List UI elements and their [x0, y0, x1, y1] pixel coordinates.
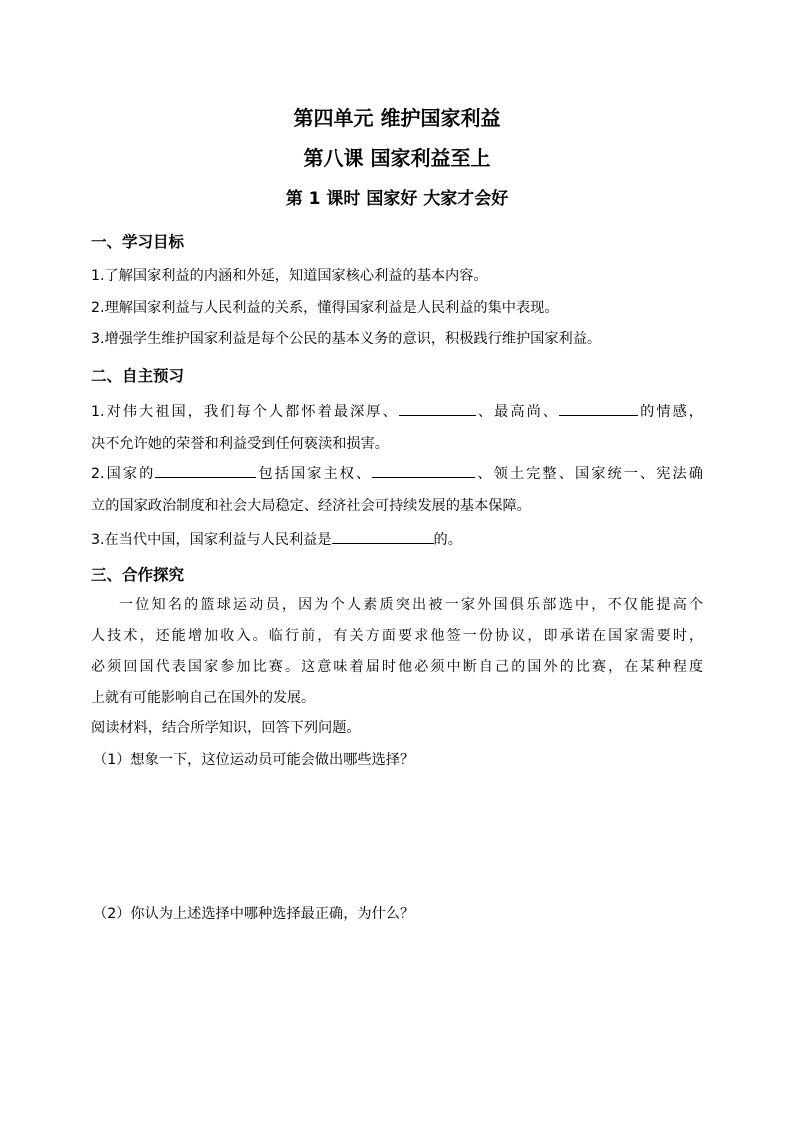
q1-blank-1[interactable] [399, 400, 476, 416]
q3-text-b: 的。 [433, 532, 462, 548]
q1-text-c: 的情感， [638, 404, 703, 420]
material-line: 一位知名的篮球运动员，因为个人素质突出被一家外国俱乐部选中，不仅能提高个 [119, 597, 703, 613]
q2-text-a: 2.国家的 [91, 466, 156, 482]
discussion-question-2: （2）你认为上述选择中哪种选择最正确，为什么？ [93, 906, 415, 922]
preview-question-3 [91, 528, 703, 550]
section1-heading: 一、学习目标 [91, 233, 185, 251]
section3-heading: 三、合作探究 [91, 566, 185, 584]
q2-blank-2[interactable] [372, 462, 475, 478]
preview-question-1-line2: 决不允许她的荣誉和利益受到任何亵渎和损害。 [91, 436, 389, 452]
objective-1: 1.了解国家利益的内涵和外延，知道国家核心利益的基本内容。 [91, 268, 488, 284]
section2-heading: 二、自主预习 [91, 367, 185, 385]
discussion-question-1: （1）想象一下，这位运动员可能会做出哪些选择？ [93, 752, 415, 768]
material-line: 必须回国代表国家参加比赛。这意味着届时他必须中断自己的国外的比赛，在某种程度 [91, 659, 703, 675]
case-material [91, 590, 703, 714]
period-title: 第 1 课时 国家好 大家才会好 [285, 189, 509, 209]
q1-text-b: 、最高尚、 [475, 404, 560, 420]
lesson-title: 第八课 国家利益至上 [303, 146, 491, 170]
preview-question-2-line2: 立的国家政治制度和社会大局稳定、经济社会可持续发展的基本保障。 [91, 498, 531, 514]
preview-question-1-line1 [91, 396, 703, 428]
q3-text-a: 3.在当代中国，国家利益与人民利益是 [91, 532, 332, 548]
q2-blank-1[interactable] [155, 462, 256, 478]
unit-title: 第四单元 维护国家利益 [293, 106, 501, 130]
q1-text-a: 1.对伟大祖国，我们每个人都怀着最深厚、 [91, 404, 399, 420]
q1-blank-2[interactable] [559, 400, 638, 416]
objective-3: 3.增强学生维护国家利益是每个公民的基本义务的意识，积极践行维护国家利益。 [91, 331, 602, 347]
preview-question-2-line1 [91, 458, 703, 490]
reading-instruction: 阅读材料，结合所学知识，回答下列问题。 [91, 720, 361, 736]
material-line: 上就有可能影响自己在国外的发展。 [91, 690, 315, 706]
q3-blank[interactable] [332, 528, 434, 544]
q2-text-b: 包括国家主权、 [256, 466, 373, 482]
material-line: 人技术，还能增加收入。临行前，有关方面要求他签一份协议，即承诺在国家需要时， [91, 628, 703, 644]
objective-2: 2.理解国家利益与人民利益的关系，懂得国家利益是人民利益的集中表现。 [91, 300, 559, 316]
q2-text-c: 、领土完整、国家统一、宪法确 [475, 466, 703, 482]
